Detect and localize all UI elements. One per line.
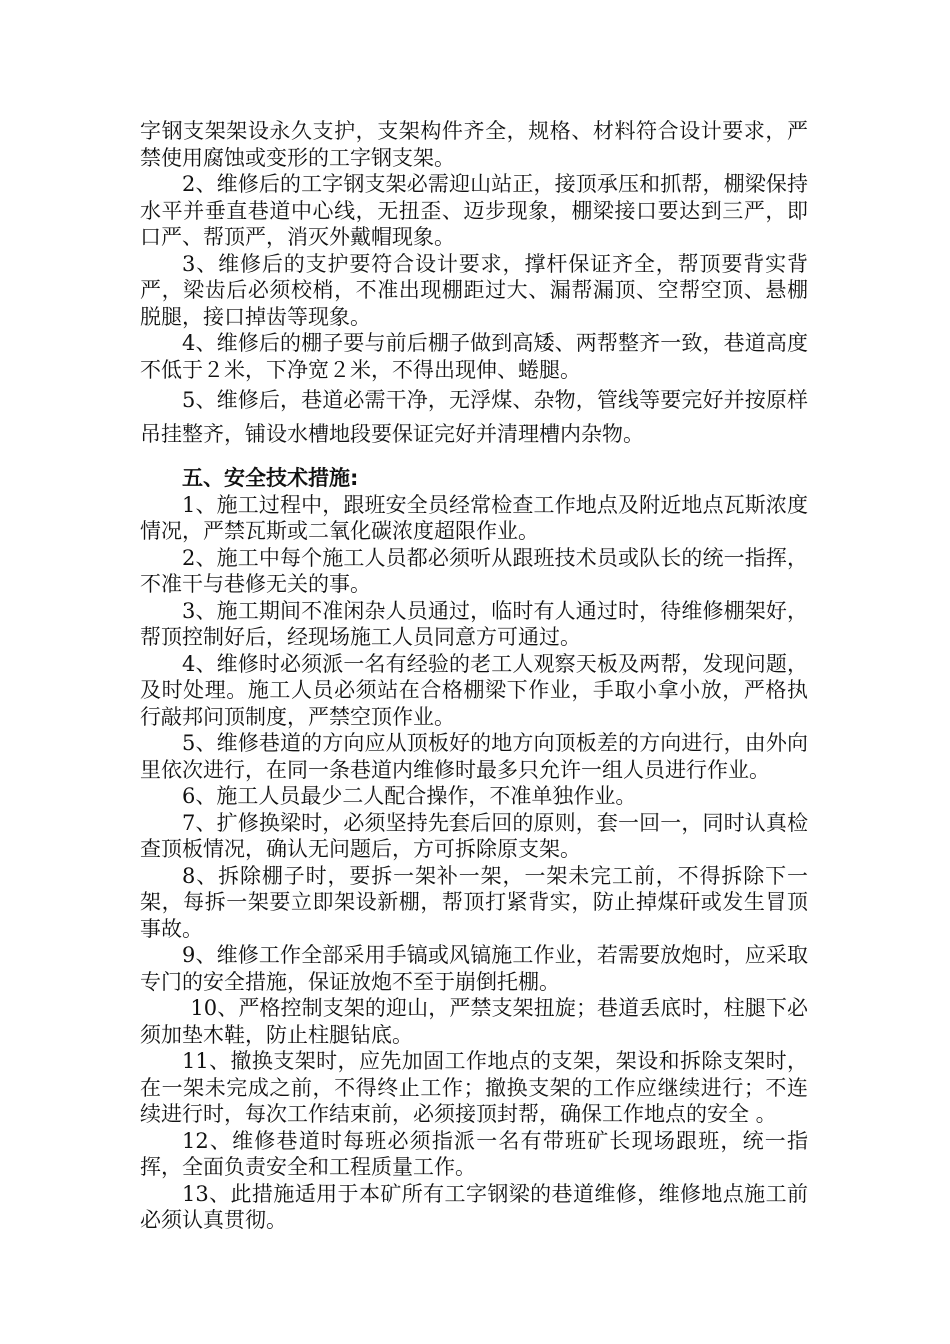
safety-item-2: 2、施工中每个施工人员都必须听从跟班技术员或队长的统一指挥，不准干与巷修无关的事。	[140, 545, 808, 596]
safety-item-5: 5、维修巷道的方向应从顶板好的地方向顶板差的方向进行，由外向里依次进行，在同一条巷道内维修时最多只允许一组人员进行作业。	[140, 731, 808, 782]
safety-item-6: 6、施工人员最少二人配合操作，不准单独作业。	[182, 784, 637, 808]
document-page	[140, 118, 808, 1234]
paragraph-item-5: 5、维修后，巷道必需干净，无浮煤、杂物，管线等要完好并按原样吊挂整齐，铺设水槽地段要保证完好并清理槽内杂物。	[140, 388, 808, 446]
safety-item-3: 3、施工期间不准闲杂人员通过，临时有人通过时，待维修棚架好，帮顶控制好后，经现场施工人员同意方可通过。	[140, 598, 808, 649]
safety-item-12: 12、维修巷道时每班必须指派一名有带班矿长现场跟班，统一指挥，全面负责安全和工程质量工作。	[140, 1128, 808, 1179]
section-heading: 五、安全技术措施:	[182, 466, 359, 490]
safety-item-8: 8、拆除棚子时，要拆一架补一架，一架未完工前，不得拆除下一架，每拆一架要立即架设新棚，帮顶打紧背实，防止掉煤矸或发生冒顶事故。	[140, 863, 808, 941]
safety-item-9: 9、维修工作全部采用手镐或风镐施工作业，若需要放炮时，应采取专门的安全措施，保证放炮不至于崩倒托棚。	[140, 943, 808, 994]
paragraph-item-2: 2、维修后的工字钢支架必需迎山站正，接顶承压和抓帮，棚梁保持水平并垂直巷道中心线，无扭歪、迈步现象，棚梁接口要达到三严，即口严、帮顶严，消灭外戴帽现象。	[140, 172, 808, 249]
paragraph-item-4: 4、维修后的棚子要与前后棚子做到高矮、两帮整齐一致，巷道高度不低于２米，下净宽２米，不得出现伸、蜷腿。	[140, 331, 808, 382]
paragraph-continuation: 字钢支架架设永久支护，支架构件齐全，规格、材料符合设计要求，严禁使用腐蚀或变形的工字钢支架。	[140, 119, 808, 170]
paragraph-item-3: 3、维修后的支护要符合设计要求，撑杆保证齐全，帮顶要背实背严，梁齿后必须校梢，不准出现棚距过大、漏帮漏顶、空帮空顶、悬棚脱腿，接口掉齿等现象。	[140, 251, 808, 329]
safety-item-10: 10、严格控制支架的迎山，严禁支架扭旋；巷道丢底时，柱腿下必须加垫木鞋，防止柱腿钻底。	[140, 996, 808, 1047]
safety-item-1: 1、施工过程中，跟班安全员经常检查工作地点及附近地点瓦斯浓度情况，严禁瓦斯或二氧化碳浓度超限作业。	[140, 492, 808, 543]
safety-item-7: 7、扩修换梁时，必须坚持先套后回的原则，套一回一，同时认真检查顶板情况，确认无问题后，方可拆除原支架。	[140, 810, 808, 861]
safety-item-13: 13、此措施适用于本矿所有工字钢梁的巷道维修，维修地点施工前必须认真贯彻。	[140, 1181, 808, 1232]
safety-item-4: 4、维修时必须派一名有经验的老工人观察天板及两帮，发现问题，及时处理。施工人员必须站在合格棚梁下作业，手取小拿小放，严格执行敲邦问顶制度，严禁空顶作业。	[140, 651, 808, 729]
safety-item-11: 11、撤换支架时，应先加固工作地点的支架，架设和拆除支架时，在一架未完成之前，不得终止工作；撤换支架的工作应继续进行；不连续进行时，每次工作结束前，必须接顶封帮，确保工作地点的安全 。	[140, 1049, 808, 1126]
